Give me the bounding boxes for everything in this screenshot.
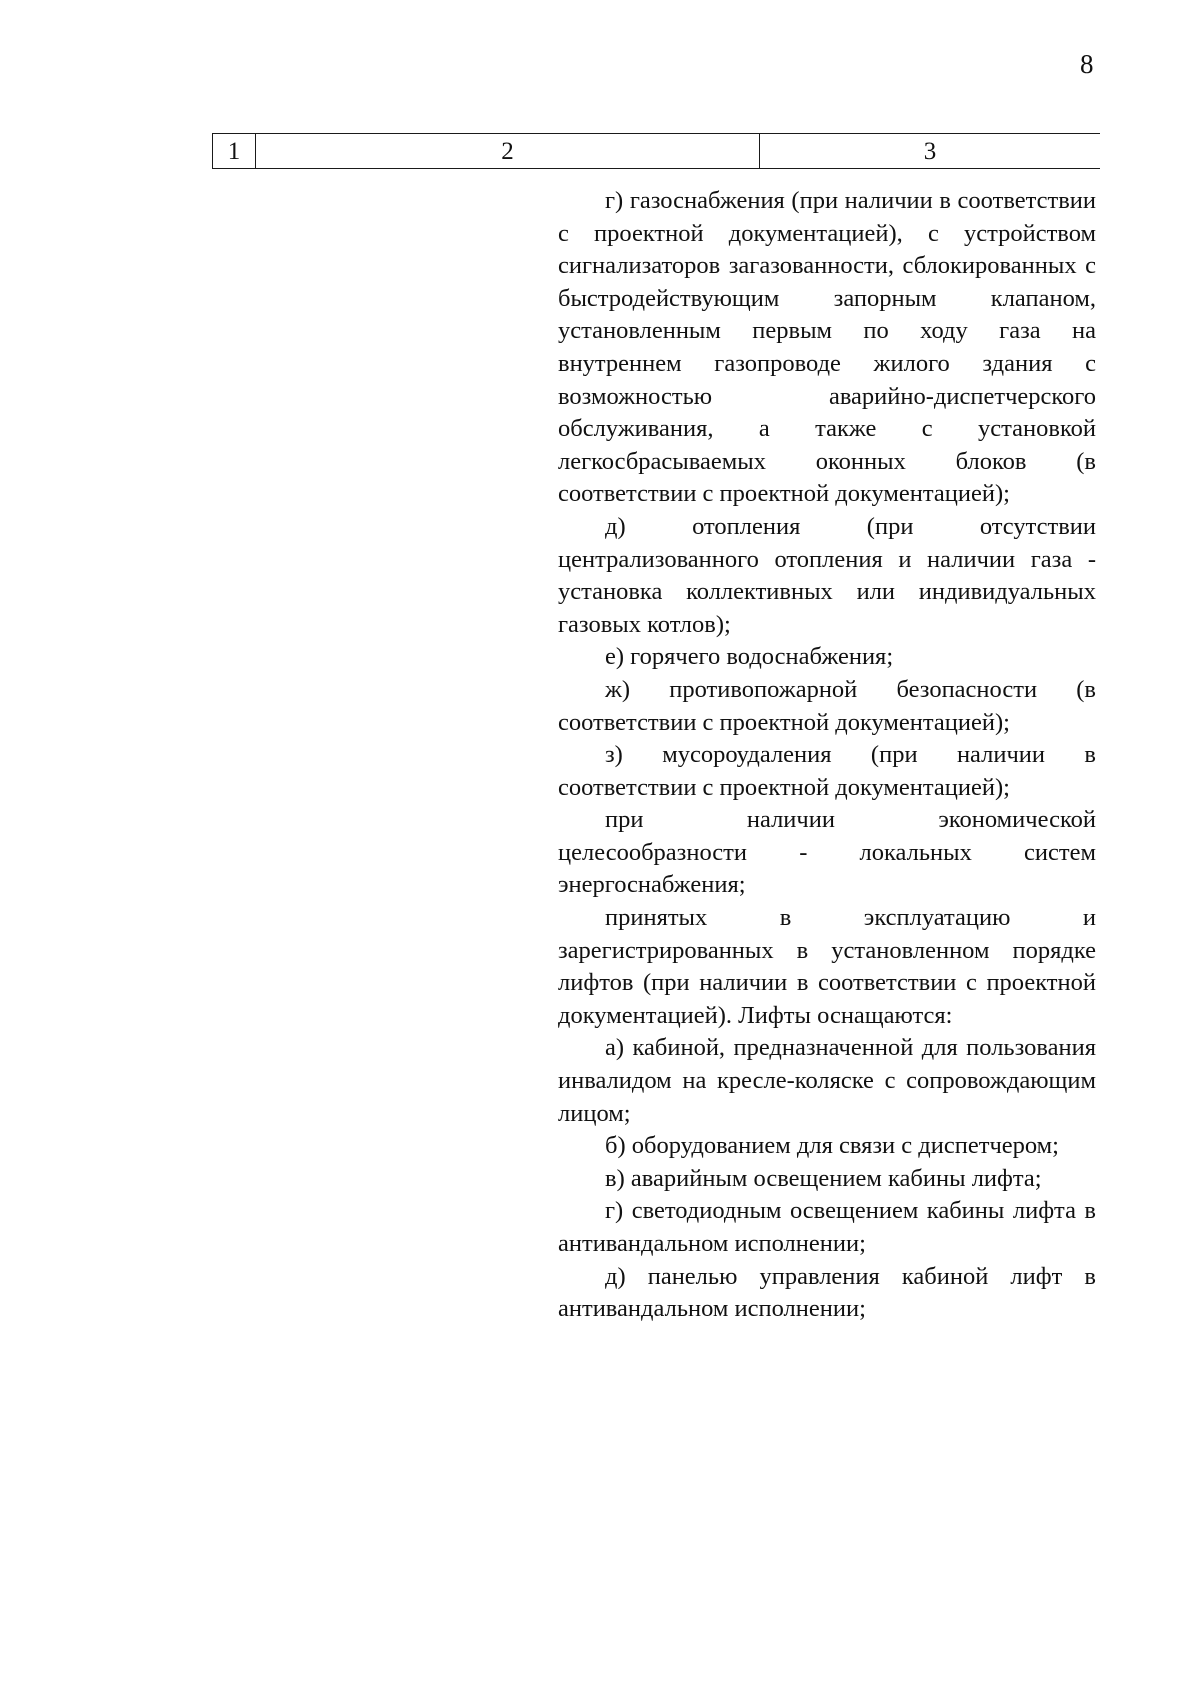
paragraph-elevator-emergency-light: в) аварийным освещением кабины лифта; — [605, 1164, 1042, 1192]
table-header-col-3: 3 — [923, 137, 937, 165]
table-header-row — [212, 133, 1100, 169]
paragraph-elevators: принятых в эксплуатацию и зарегистрированных в установленном порядке лифтов (при наличии в соответствии с проектной документацией). Лифты оснащаются: — [558, 904, 1096, 1029]
paragraph-local-energy: при наличии экономической целесообразности - локальных систем энергоснабжения; — [558, 806, 1096, 899]
paragraph-waste-removal: з) мусороудаления (при наличии в соответствии с проектной документацией); — [558, 741, 1096, 801]
paragraph-heating: д) отопления (при отсутствии централизованного отопления и наличии газа - установка коллективных или индивидуальных газовых котлов); — [558, 512, 1096, 638]
paragraph-elevator-dispatcher: б) оборудованием для связи с диспетчером; — [605, 1132, 1059, 1160]
page-number: 8 — [1080, 49, 1094, 79]
paragraph-elevator-led-light: г) светодиодным освещением кабины лифта в антивандальном исполнении; — [558, 1197, 1096, 1257]
paragraph-elevator-control-panel: д) панелью управления кабиной лифт в антивандальном исполнении; — [558, 1262, 1096, 1323]
table-column-3-content — [558, 185, 1096, 1326]
paragraph-hot-water: е) горячего водоснабжения; — [605, 643, 894, 671]
paragraph-fire-safety: ж) противопожарной безопасности (в соответствии с проектной документацией); — [558, 675, 1096, 736]
paragraph-elevator-cabin: а) кабиной, предназначенной для пользования инвалидом на кресле-коляске с сопровождающим лицом; — [558, 1034, 1096, 1127]
table-header-col-2: 2 — [256, 134, 760, 168]
table-header-col-1: 1 — [212, 134, 256, 168]
paragraph-gas-supply: г) газоснабжения (при наличии в соответствии с проектной документацией), с устройством сигнализаторов загазованности, сблокированных с быстродействующим запорным клапаном, установленным первым по ходу газа на внутреннем газопроводе жилого здания с возможностью аварийно-диспетчерского обслуживания, а также с установкой легкосбрасываемых оконных блоков (в соответствии с проектной документацией); — [558, 187, 1096, 508]
